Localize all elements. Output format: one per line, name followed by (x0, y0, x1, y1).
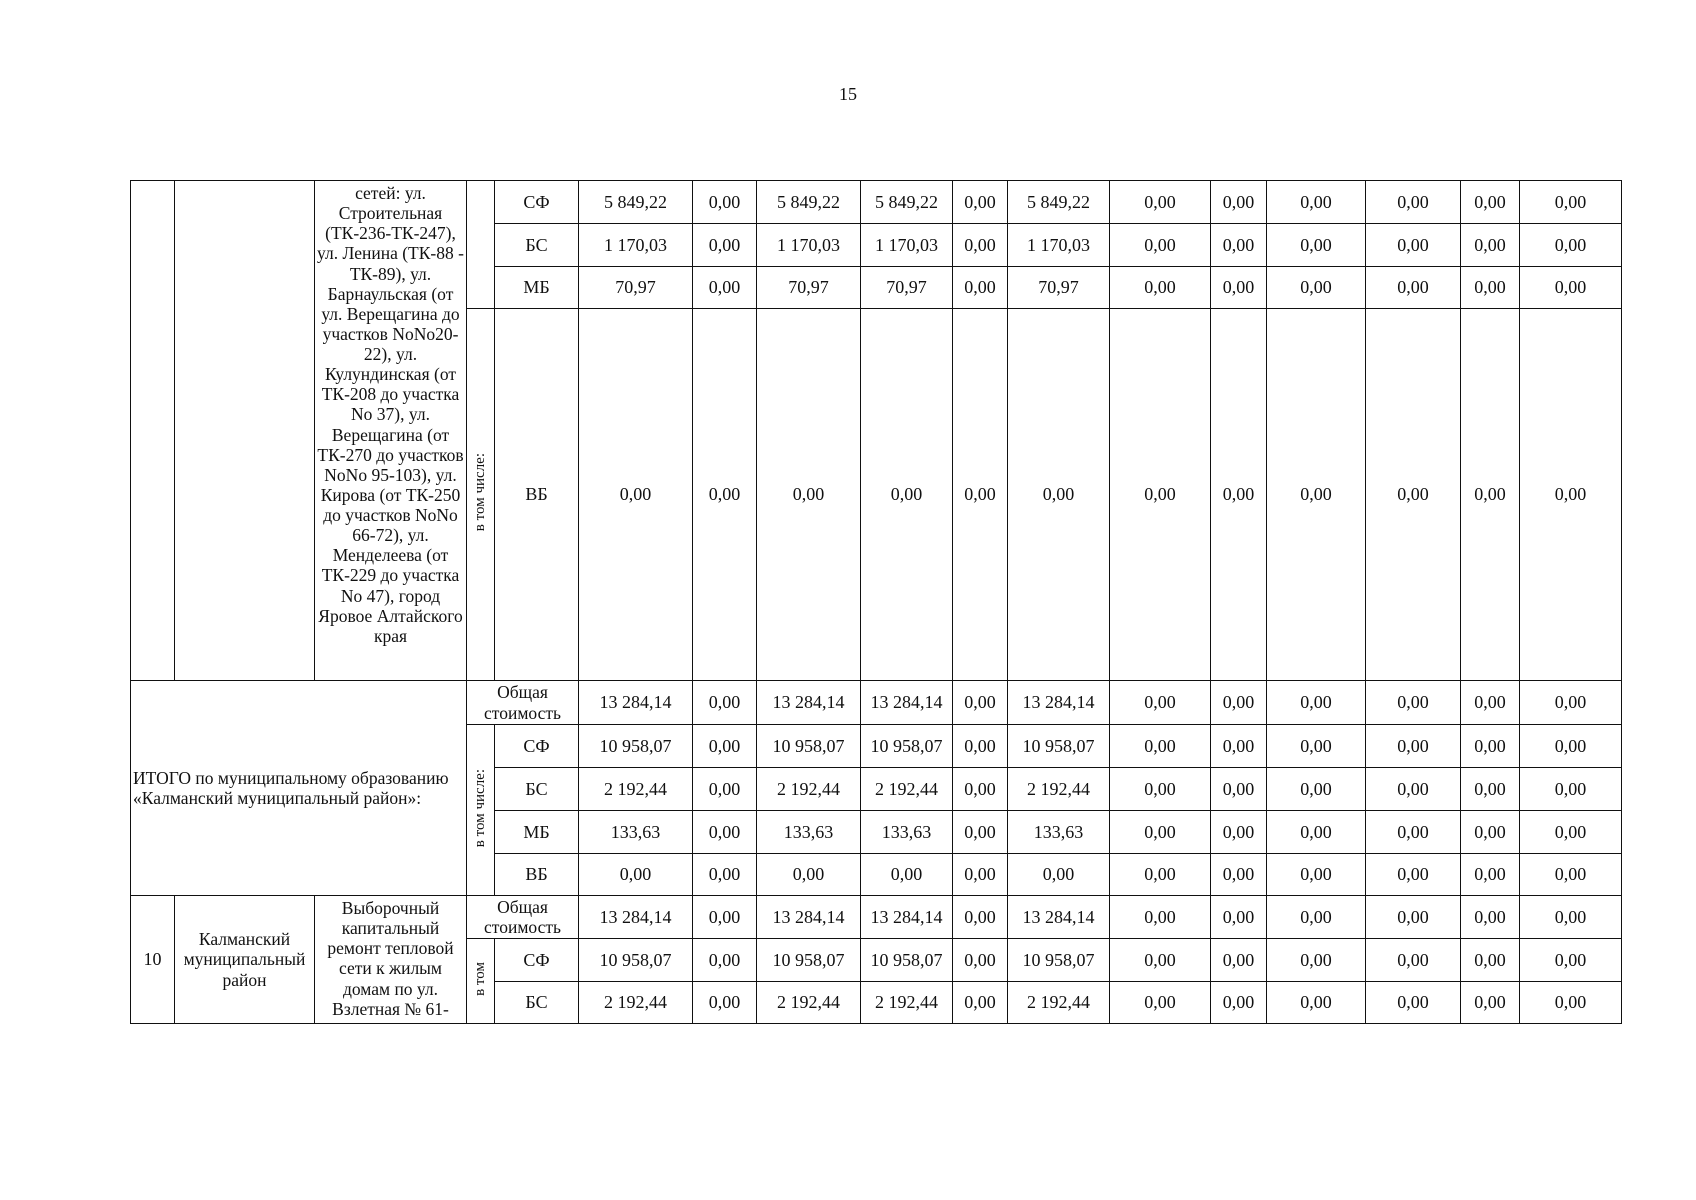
value-cell: 1 170,03 (757, 224, 861, 267)
value-cell: 0,00 (1461, 896, 1520, 939)
funding-source-label: БС (495, 224, 579, 267)
value-cell: 0,00 (579, 309, 693, 681)
district-name: Калманский муниципальный район (175, 896, 315, 1024)
funding-source-label: СФ (495, 939, 579, 982)
value-cell: 0,00 (1211, 811, 1267, 854)
value-cell: 0,00 (693, 224, 757, 267)
value-cell: 0,00 (1520, 224, 1622, 267)
value-cell: 0,00 (693, 939, 757, 982)
value-cell: 0,00 (1110, 811, 1211, 854)
value-cell: 0,00 (1461, 181, 1520, 224)
value-cell: 0,00 (1110, 309, 1211, 681)
value-cell: 0,00 (1110, 854, 1211, 896)
value-cell: 0,00 (1366, 309, 1461, 681)
value-cell: 0,00 (953, 896, 1008, 939)
value-cell: 0,00 (953, 854, 1008, 896)
value-cell: 5 849,22 (579, 181, 693, 224)
value-cell: 0,00 (1366, 939, 1461, 982)
value-cell: 0,00 (1110, 725, 1211, 768)
value-cell: 0,00 (1520, 267, 1622, 309)
value-cell: 5 849,22 (1008, 181, 1110, 224)
value-cell: 13 284,14 (861, 681, 953, 725)
value-cell: 0,00 (1461, 681, 1520, 725)
funding-source-label: ВБ (495, 309, 579, 681)
funding-source-label: СФ (495, 725, 579, 768)
table-row (131, 181, 1622, 224)
value-cell: 2 192,44 (579, 982, 693, 1024)
value-cell: 0,00 (693, 725, 757, 768)
value-cell: 0,00 (1110, 681, 1211, 725)
value-cell: 0,00 (1110, 939, 1211, 982)
value-cell: 0,00 (1520, 681, 1622, 725)
value-cell: 0,00 (693, 896, 757, 939)
value-cell: 2 192,44 (757, 768, 861, 811)
value-cell: 0,00 (693, 267, 757, 309)
district-cell (175, 181, 315, 681)
value-cell: 0,00 (1461, 768, 1520, 811)
value-cell: 0,00 (1110, 768, 1211, 811)
value-cell: 0,00 (757, 309, 861, 681)
value-cell: 0,00 (1366, 982, 1461, 1024)
funding-source-label: БС (495, 982, 579, 1024)
value-cell: 0,00 (1008, 309, 1110, 681)
total-label: ИТОГО по муниципальному образованию «Калманский муниципальный район»: (131, 681, 467, 896)
value-cell: 0,00 (953, 768, 1008, 811)
funding-source-label: БС (495, 768, 579, 811)
value-cell: 0,00 (1211, 224, 1267, 267)
value-cell: 0,00 (693, 982, 757, 1024)
value-cell: 0,00 (1461, 854, 1520, 896)
value-cell: 1 170,03 (579, 224, 693, 267)
value-cell: 0,00 (1110, 982, 1211, 1024)
value-cell: 5 849,22 (757, 181, 861, 224)
value-cell: 0,00 (1366, 681, 1461, 725)
value-cell: 133,63 (579, 811, 693, 854)
in-that-number-cell (467, 725, 495, 896)
funding-source-label: СФ (495, 181, 579, 224)
value-cell: 0,00 (1211, 267, 1267, 309)
spacer-cell (467, 181, 495, 309)
financing-table (130, 180, 1622, 1024)
value-cell: 0,00 (1520, 939, 1622, 982)
page-number: 15 (839, 84, 857, 104)
value-cell: 0,00 (1267, 725, 1366, 768)
value-cell: 2 192,44 (757, 982, 861, 1024)
general-cost-label: Общая стоимость (467, 896, 579, 939)
value-cell: 70,97 (1008, 267, 1110, 309)
value-cell: 0,00 (1461, 224, 1520, 267)
value-cell: 0,00 (1366, 896, 1461, 939)
value-cell: 0,00 (1520, 768, 1622, 811)
value-cell: 0,00 (1366, 181, 1461, 224)
value-cell: 0,00 (1110, 896, 1211, 939)
value-cell: 0,00 (1211, 939, 1267, 982)
row-number-cell (131, 181, 175, 681)
value-cell: 0,00 (1267, 811, 1366, 854)
value-cell: 0,00 (953, 982, 1008, 1024)
value-cell: 0,00 (1366, 267, 1461, 309)
value-cell: 1 170,03 (1008, 224, 1110, 267)
value-cell: 10 958,07 (861, 939, 953, 982)
value-cell: 0,00 (1267, 181, 1366, 224)
value-cell: 0,00 (1520, 725, 1622, 768)
value-cell: 0,00 (1461, 309, 1520, 681)
value-cell: 0,00 (1520, 982, 1622, 1024)
value-cell: 0,00 (953, 939, 1008, 982)
value-cell: 2 192,44 (1008, 768, 1110, 811)
value-cell: 10 958,07 (861, 725, 953, 768)
value-cell: 10 958,07 (579, 939, 693, 982)
table-row (131, 681, 1622, 725)
value-cell: 0,00 (1211, 181, 1267, 224)
value-cell: 13 284,14 (1008, 681, 1110, 725)
value-cell: 0,00 (1008, 854, 1110, 896)
value-cell: 0,00 (693, 309, 757, 681)
value-cell: 70,97 (757, 267, 861, 309)
value-cell: 13 284,14 (1008, 896, 1110, 939)
value-cell: 2 192,44 (1008, 982, 1110, 1024)
value-cell: 0,00 (953, 725, 1008, 768)
value-cell: 0,00 (693, 768, 757, 811)
value-cell: 0,00 (1366, 854, 1461, 896)
value-cell: 0,00 (1211, 725, 1267, 768)
value-cell: 13 284,14 (579, 681, 693, 725)
value-cell: 13 284,14 (861, 896, 953, 939)
value-cell: 0,00 (1267, 768, 1366, 811)
value-cell: 0,00 (953, 267, 1008, 309)
value-cell: 0,00 (953, 309, 1008, 681)
value-cell: 0,00 (861, 854, 953, 896)
value-cell: 0,00 (1520, 896, 1622, 939)
value-cell: 10 958,07 (1008, 725, 1110, 768)
in-that-number-text: в том числе: (471, 453, 488, 532)
value-cell: 10 958,07 (1008, 939, 1110, 982)
value-cell: 0,00 (1267, 224, 1366, 267)
value-cell: 133,63 (861, 811, 953, 854)
value-cell: 13 284,14 (579, 896, 693, 939)
value-cell: 0,00 (1211, 768, 1267, 811)
value-cell: 13 284,14 (757, 681, 861, 725)
value-cell: 0,00 (1267, 939, 1366, 982)
value-cell: 0,00 (693, 181, 757, 224)
value-cell: 0,00 (1211, 982, 1267, 1024)
value-cell: 0,00 (1461, 982, 1520, 1024)
table-body (131, 181, 1622, 1024)
value-cell: 0,00 (1211, 681, 1267, 725)
value-cell: 0,00 (1267, 982, 1366, 1024)
value-cell: 13 284,14 (757, 896, 861, 939)
value-cell: 0,00 (1267, 267, 1366, 309)
value-cell: 5 849,22 (861, 181, 953, 224)
value-cell: 0,00 (1110, 181, 1211, 224)
value-cell: 2 192,44 (861, 982, 953, 1024)
value-cell: 0,00 (953, 181, 1008, 224)
value-cell: 10 958,07 (579, 725, 693, 768)
value-cell: 0,00 (757, 854, 861, 896)
value-cell: 2 192,44 (861, 768, 953, 811)
value-cell: 0,00 (953, 224, 1008, 267)
row-number: 10 (131, 896, 175, 1024)
value-cell: 70,97 (579, 267, 693, 309)
value-cell: 0,00 (1461, 267, 1520, 309)
value-cell: 0,00 (1267, 681, 1366, 725)
value-cell: 133,63 (757, 811, 861, 854)
in-that-number-cell-text: в том числе: (471, 768, 488, 847)
value-cell: 0,00 (953, 681, 1008, 725)
in-that-number-cell (467, 309, 495, 681)
value-cell: 0,00 (1520, 309, 1622, 681)
funding-source-label: МБ (495, 811, 579, 854)
value-cell: 0,00 (1366, 811, 1461, 854)
value-cell: 0,00 (1520, 811, 1622, 854)
general-cost-label: Общая стоимость (467, 681, 579, 725)
value-cell: 0,00 (1267, 896, 1366, 939)
value-cell: 0,00 (693, 681, 757, 725)
value-cell: 0,00 (1211, 896, 1267, 939)
value-cell: 0,00 (1461, 939, 1520, 982)
value-cell: 0,00 (1110, 267, 1211, 309)
value-cell: 0,00 (1461, 811, 1520, 854)
value-cell: 0,00 (1267, 309, 1366, 681)
funding-source-label: МБ (495, 267, 579, 309)
value-cell: 1 170,03 (861, 224, 953, 267)
value-cell: 133,63 (1008, 811, 1110, 854)
value-cell: 0,00 (1110, 224, 1211, 267)
value-cell: 0,00 (693, 854, 757, 896)
value-cell: 0,00 (1211, 854, 1267, 896)
value-cell: 70,97 (861, 267, 953, 309)
value-cell: 0,00 (861, 309, 953, 681)
value-cell: 10 958,07 (757, 939, 861, 982)
value-cell: 0,00 (953, 811, 1008, 854)
value-cell: 0,00 (1520, 181, 1622, 224)
object-description: сетей: ул. Строительная (ТК-236-ТК-247), ул. Ленина (ТК-88 - ТК-89), ул. Барнаульская (от ул. Верещагина до участков NoNo20-22), ул. Кулундинская (от ТК-208 до участка No 37), ул. Верещагина (от ТК-270 до участков NoNo 95-103), ул. Кирова (от ТК-250 до участков NoNo 66-72), ул. Менделеева (от ТК-229 до участка No 47), город Яровое Алтайского края (315, 181, 467, 681)
value-cell: 0,00 (1366, 224, 1461, 267)
table-row (131, 896, 1622, 939)
value-cell: 0,00 (1267, 854, 1366, 896)
value-cell: 0,00 (1520, 854, 1622, 896)
value-cell: 2 192,44 (579, 768, 693, 811)
in-that-number-cell (467, 939, 495, 1024)
value-cell: 0,00 (1461, 725, 1520, 768)
value-cell: 0,00 (579, 854, 693, 896)
in-that-number-cell-text: в том (471, 961, 488, 996)
funding-source-label: ВБ (495, 854, 579, 896)
value-cell: 0,00 (693, 811, 757, 854)
value-cell: 0,00 (1366, 768, 1461, 811)
value-cell: 0,00 (1366, 725, 1461, 768)
value-cell: 0,00 (1211, 309, 1267, 681)
value-cell: 10 958,07 (757, 725, 861, 768)
object-description: Выборочный капитальный ремонт тепловой сети к жилым домам по ул. Взлетная № 61- (315, 896, 467, 1024)
